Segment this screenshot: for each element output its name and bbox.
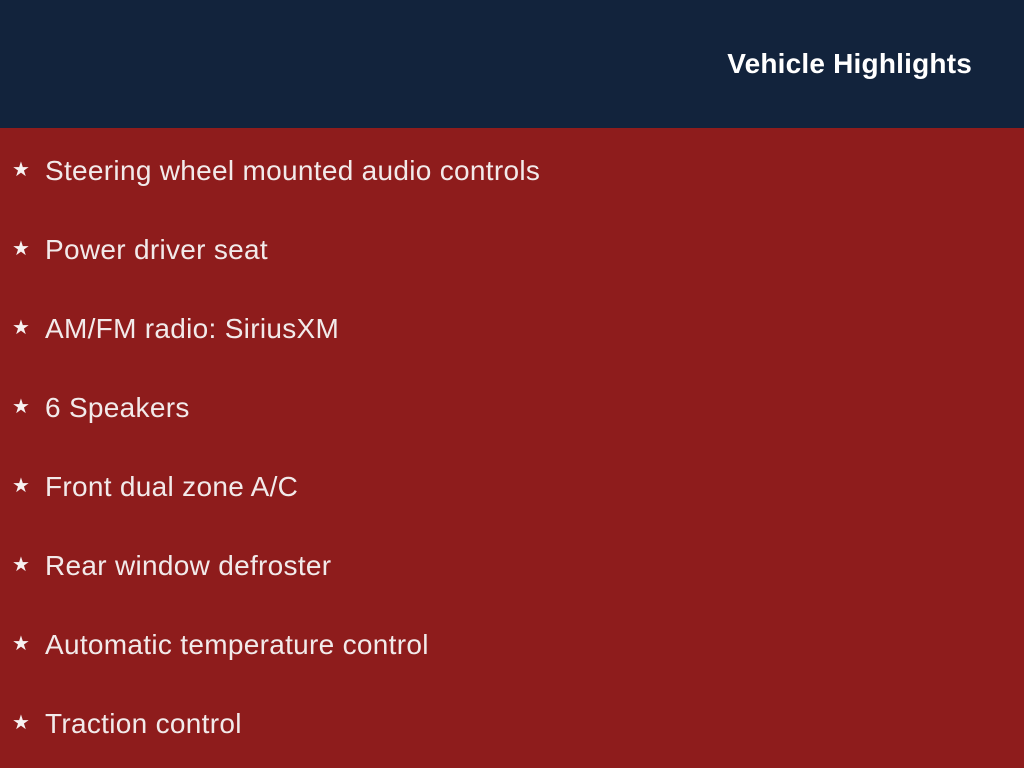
highlights-body — [0, 128, 1024, 768]
list-item-text: AM/FM radio: SiriusXM — [45, 312, 340, 344]
list-item-text: 6 Speakers — [45, 391, 190, 423]
list-item — [0, 368, 1024, 447]
list-item — [0, 447, 1024, 526]
star-icon: ★ — [12, 395, 31, 418]
list-item — [0, 605, 1024, 684]
list-item-text: Steering wheel mounted audio controls — [45, 154, 541, 186]
list-item — [0, 210, 1024, 289]
list-item-text: Rear window defroster — [45, 549, 332, 581]
list-item — [0, 131, 1024, 210]
star-icon: ★ — [12, 474, 31, 497]
list-item-text: Front dual zone A/C — [45, 470, 299, 502]
star-icon: ★ — [12, 237, 31, 260]
list-item-text: Traction control — [45, 707, 242, 739]
header-bar — [0, 0, 1024, 128]
list-item-text: Power driver seat — [45, 233, 268, 265]
page-title: Vehicle Highlights — [727, 48, 972, 79]
highlights-list — [0, 131, 1024, 763]
star-icon: ★ — [12, 158, 31, 181]
star-icon: ★ — [12, 553, 31, 576]
list-item — [0, 526, 1024, 605]
list-item — [0, 289, 1024, 368]
star-icon: ★ — [12, 632, 31, 655]
star-icon: ★ — [12, 316, 31, 339]
list-item — [0, 684, 1024, 763]
star-icon: ★ — [12, 711, 31, 734]
list-item-text: Automatic temperature control — [45, 628, 429, 660]
